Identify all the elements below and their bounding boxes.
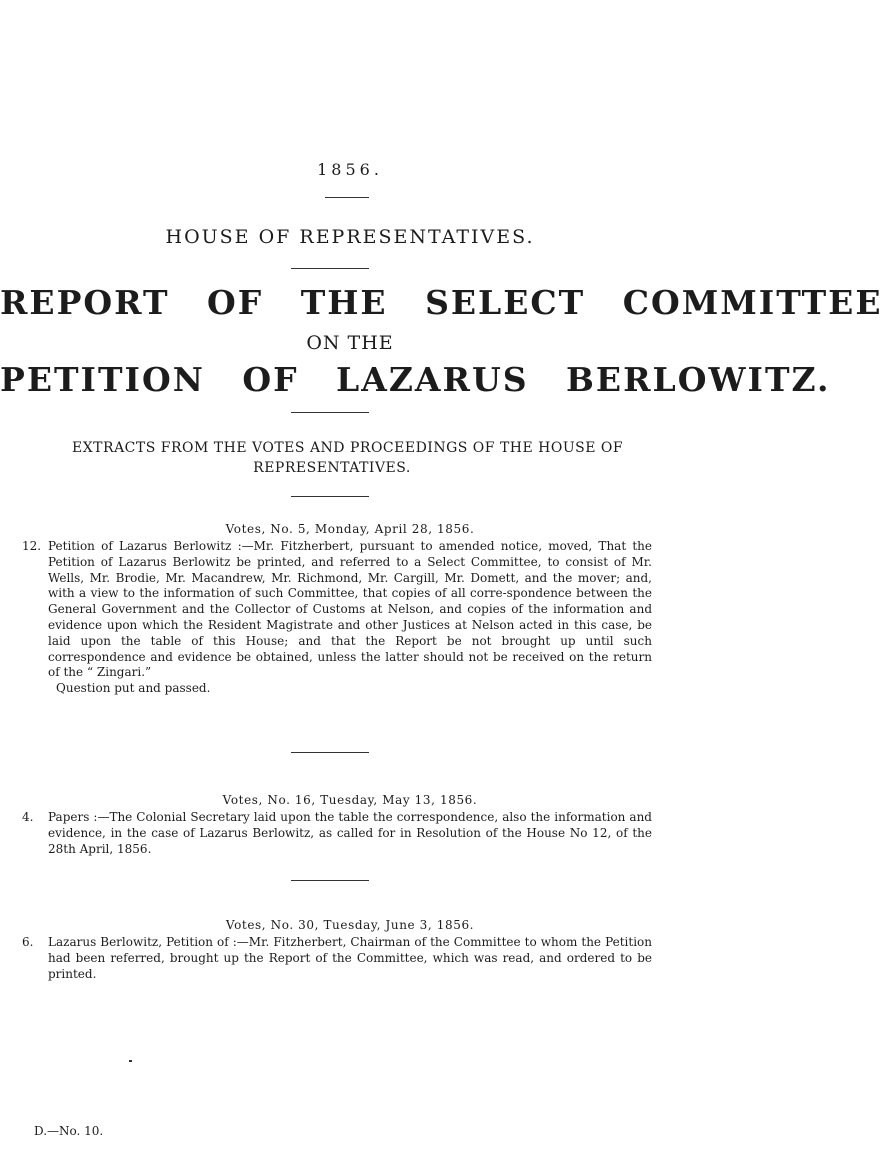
- ink-speck: [129, 1060, 132, 1062]
- entry-text: Lazarus Berlowitz, Petition of :—Mr. Fitzherbert, Chairman of the Committee to whom the Petition had been referred, brought up the Report of the Committee, which was read, and ordered to be printed.: [48, 935, 652, 981]
- entry-text: Papers :—The Colonial Secretary laid upon the table the correspondence, also the information and evidence, in the case of Lazarus Berlowitz, as called for in Resolution of the House No 12, of the 28th April, 1856.: [48, 810, 652, 856]
- divider: [291, 268, 369, 269]
- document-reference: D.—No. 10.: [34, 1124, 104, 1138]
- extracts-heading-line2: REPRESENTATIVES.: [253, 460, 411, 476]
- extracts-heading-line1: EXTRACTS FROM THE VOTES AND PROCEEDINGS OF THE HOUSE OF: [72, 440, 624, 456]
- votes-entry: [22, 539, 652, 697]
- entry-text: Petition of Lazarus Berlowitz :—Mr. Fitzherbert, pursuant to amended notice, moved, That the Petition of Lazarus Berlowitz be printed, and referred to a Select Committee, to consist of Mr. Wells, Mr. Brodie, Mr. Macandrew, Mr. Richmond, Mr. Cargill, Mr. Domett, and the mover; and, with a view to the information of such Committee, that copies of all corre-spondence between the General Government and the Collector of Customs at Nelson, and copies of the information and evidence upon which the Resident Magistrate and other Justices at Nelson acted in this case, be laid upon the table of this House; and that the Report be not brought up until such correspondence and evidence be obtained, unless the latter should not be received on the return of the “ Zingari.”: [48, 539, 652, 680]
- entry-note: Question put and passed.: [56, 681, 211, 696]
- divider: [291, 496, 369, 497]
- entry-number: 4.: [22, 810, 34, 824]
- votes-entry: [22, 935, 652, 982]
- session-year: 1856.: [317, 160, 383, 179]
- report-title-connector: ON THE: [306, 332, 394, 354]
- votes-entry: [22, 810, 652, 857]
- votes-heading: Votes, No. 30, Tuesday, June 3, 1856.: [225, 918, 475, 932]
- votes-heading: Votes, No. 16, Tuesday, May 13, 1856.: [222, 793, 478, 807]
- house-heading: HOUSE OF REPRESENTATIVES.: [165, 226, 535, 248]
- divider: [291, 752, 369, 753]
- report-subject: PETITION OF LAZARUS BERLOWITZ.: [0, 360, 831, 399]
- divider: [291, 880, 369, 881]
- divider: [291, 412, 369, 413]
- divider: [325, 197, 369, 198]
- votes-heading: Votes, No. 5, Monday, April 28, 1856.: [225, 522, 475, 536]
- entry-number: 12.: [22, 539, 42, 553]
- report-title: REPORT OF THE SELECT COMMITTEE: [0, 283, 882, 322]
- extracts-heading: [72, 438, 652, 478]
- entry-number: 6.: [22, 935, 34, 949]
